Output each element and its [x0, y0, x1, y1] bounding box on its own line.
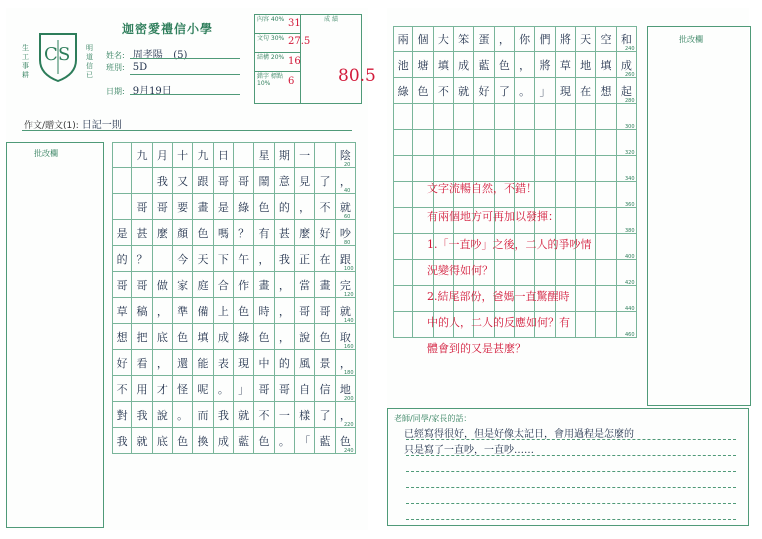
grid-cell: [454, 130, 474, 156]
motto-right: 明道信已: [86, 44, 93, 79]
grid-cell: [393, 182, 413, 208]
grid-cell: 藍: [234, 428, 254, 454]
line-number: 140: [344, 318, 354, 324]
grid-cell: 成: [214, 428, 234, 454]
grid-cell: 才: [153, 376, 173, 402]
grid-cell: 換: [193, 428, 213, 454]
grid-cell: 綠: [234, 194, 254, 220]
svg-text:C: C: [44, 44, 58, 65]
right-marking-column: [647, 26, 751, 406]
grid-cell: [434, 130, 454, 156]
grid-cell: [535, 260, 555, 286]
grid-cell: [576, 182, 596, 208]
grid-cell: 表: [214, 350, 234, 376]
grid-cell: 而: [193, 402, 213, 428]
grid-cell: 下: [214, 246, 234, 272]
name-field: 姓名: 周孝陽 (5): [106, 50, 188, 61]
grid-cell: 正: [295, 246, 315, 272]
grid-cell: 能: [193, 350, 213, 376]
grid-cell: 好: [474, 78, 494, 104]
grid-cell: 們: [535, 26, 555, 52]
grid-cell: 現: [234, 350, 254, 376]
grid-cell: 底: [153, 324, 173, 350]
grid-cell: 信: [315, 376, 335, 402]
grid-cell: [474, 156, 494, 182]
grid-cell: 哥: [275, 376, 295, 402]
grid-cell: 九: [132, 142, 152, 168]
grid-cell: 說: [153, 402, 173, 428]
grid-cell: 好: [112, 350, 132, 376]
grid-cell: [515, 104, 535, 130]
grid-cell: 畫: [193, 194, 213, 220]
grid-cell: 色: [173, 324, 193, 350]
date-field: 日期: 9月19日: [106, 86, 172, 97]
grid-cell: 鬧: [254, 168, 274, 194]
line-number: 60: [344, 214, 351, 220]
grid-cell: [413, 156, 433, 182]
grid-cell: [576, 286, 596, 312]
grid-cell: 。: [275, 428, 295, 454]
grid-cell: 就: [336, 298, 356, 324]
grid-cell: [556, 156, 576, 182]
grid-cell: [556, 130, 576, 156]
grid-cell: 不: [315, 194, 335, 220]
grid-cell: 我: [132, 402, 152, 428]
grid-cell: 想: [112, 324, 132, 350]
grid-cell: [596, 286, 616, 312]
grid-cell: 填: [596, 52, 616, 78]
grid-cell: 的: [112, 246, 132, 272]
grid-cell: 風: [295, 350, 315, 376]
grid-cell: 藍: [474, 52, 494, 78]
score-table: 內容 40% 成 績 文句 30% 結構 20% 錯字 標點 10%: [254, 14, 362, 104]
grid-cell: [413, 130, 433, 156]
line-number: 220: [344, 422, 354, 428]
grid-cell: [596, 130, 616, 156]
grid-cell: 要: [173, 194, 193, 220]
grid-cell: 顏: [173, 220, 193, 246]
grid-cell: 對: [112, 402, 132, 428]
grid-cell: 是: [214, 194, 234, 220]
grid-cell: [413, 104, 433, 130]
line-number: 120: [344, 292, 354, 298]
grid-cell: ，: [495, 26, 515, 52]
grid-cell: 起: [617, 78, 637, 104]
grid-cell: 在: [576, 78, 596, 104]
grid-cell: 池: [393, 52, 413, 78]
grid-cell: 麼: [153, 220, 173, 246]
grid-cell: ，: [275, 272, 295, 298]
grid-cell: 當: [295, 272, 315, 298]
grid-cell: [112, 142, 132, 168]
grid-cell: 色: [254, 428, 274, 454]
grid-cell: 哥: [315, 298, 335, 324]
grid-cell: 將: [556, 26, 576, 52]
grid-cell: [576, 208, 596, 234]
grid-cell: 色: [495, 52, 515, 78]
grid-cell: [474, 104, 494, 130]
score-structure: 16: [288, 56, 301, 67]
line-number: 320: [625, 150, 635, 156]
grid-cell: 嗎: [214, 220, 234, 246]
left-writing-grid: [112, 142, 356, 454]
grid-cell: 了: [315, 402, 335, 428]
grid-cell: [515, 260, 535, 286]
grid-cell: 又: [173, 168, 193, 194]
grid-cell: [535, 130, 555, 156]
grid-cell: 稿: [132, 298, 152, 324]
line-number: 180: [344, 370, 354, 376]
line-number: 360: [625, 202, 635, 208]
grid-cell: 了: [315, 168, 335, 194]
grid-cell: 星: [254, 142, 274, 168]
grid-cell: 大: [434, 26, 454, 52]
grid-cell: [393, 156, 413, 182]
grid-cell: ，: [153, 350, 173, 376]
grid-cell: ，: [336, 168, 356, 194]
grid-cell: 綠: [234, 324, 254, 350]
grid-cell: ？: [234, 220, 254, 246]
grid-cell: [556, 182, 576, 208]
grid-cell: [596, 182, 616, 208]
grid-cell: 取: [336, 324, 356, 350]
grid-cell: 色: [254, 194, 274, 220]
grid-cell: 色: [173, 428, 193, 454]
grid-cell: [153, 246, 173, 272]
grid-cell: 就: [132, 428, 152, 454]
grid-cell: ，: [336, 350, 356, 376]
line-number: 240: [344, 448, 354, 454]
grid-cell: ，: [275, 298, 295, 324]
grid-cell: 時: [254, 298, 274, 324]
grid-cell: 你: [515, 26, 535, 52]
class-value: 5D: [132, 62, 148, 73]
score-sentence: 27.5: [288, 36, 311, 47]
grid-cell: [576, 260, 596, 286]
school-name: 迦密愛禮信小學: [122, 22, 214, 36]
grid-cell: [556, 104, 576, 130]
line-number: 340: [625, 176, 635, 182]
grid-cell: 畫: [254, 272, 274, 298]
grid-cell: 作: [234, 272, 254, 298]
grid-cell: [556, 260, 576, 286]
grid-cell: [515, 130, 535, 156]
grid-cell: 色: [234, 298, 254, 324]
grid-cell: 怪: [173, 376, 193, 402]
grid-cell: 不: [112, 376, 132, 402]
grid-cell: 色: [254, 324, 274, 350]
grid-cell: 做: [153, 272, 173, 298]
left-page: [6, 8, 376, 530]
grid-cell: 準: [173, 298, 193, 324]
grid-cell: [393, 104, 413, 130]
grid-cell: [234, 142, 254, 168]
grid-cell: [393, 130, 413, 156]
grid-cell: 甚: [275, 220, 295, 246]
right-marking-title: 批改欄: [679, 35, 703, 44]
grid-cell: 的: [275, 194, 295, 220]
teacher-comment-3: 1.「一直吵」之後，二人的爭吵情: [427, 238, 592, 251]
grid-cell: 中: [254, 350, 274, 376]
grid-cell: ，: [336, 402, 356, 428]
grid-cell: 景: [315, 350, 335, 376]
grid-cell: 「: [295, 428, 315, 454]
grid-cell: 家: [173, 272, 193, 298]
grid-cell: [393, 234, 413, 260]
grid-cell: 不: [254, 402, 274, 428]
line-number: 260: [625, 72, 635, 78]
score-content: 31: [288, 18, 301, 29]
grid-cell: 地: [336, 376, 356, 402]
grid-cell: [576, 156, 596, 182]
grid-cell: [596, 104, 616, 130]
grid-cell: 好: [315, 220, 335, 246]
grid-cell: 哥: [112, 272, 132, 298]
grid-cell: 天: [576, 26, 596, 52]
line-number: 460: [625, 332, 635, 338]
grid-cell: 呢: [193, 376, 213, 402]
grid-cell: 把: [132, 324, 152, 350]
grid-cell: [576, 104, 596, 130]
teacher-comment-6: 中的人，二人的反應如何？有: [427, 316, 570, 329]
grid-cell: 備: [193, 298, 213, 324]
grid-cell: 麼: [295, 220, 315, 246]
grid-cell: 和: [617, 26, 637, 52]
grid-cell: 自: [295, 376, 315, 402]
grid-cell: 就: [454, 78, 474, 104]
grid-cell: 」: [234, 376, 254, 402]
grid-cell: 今: [173, 246, 193, 272]
grid-cell: 想: [596, 78, 616, 104]
grid-cell: [393, 260, 413, 286]
grid-cell: 我: [112, 428, 132, 454]
grid-cell: 日: [214, 142, 234, 168]
teacher-comment-1: 文字流暢自然，不錯！: [427, 182, 537, 195]
grid-cell: [535, 156, 555, 182]
teacher-comment-7: 體會到的又是甚麼？: [427, 342, 526, 355]
grid-cell: 成: [617, 52, 637, 78]
grid-cell: [596, 312, 616, 338]
teacher-comment-2: 有兩個地方可再加以發揮：: [427, 210, 559, 223]
grid-cell: [454, 156, 474, 182]
line-number: 300: [625, 124, 635, 130]
grid-cell: 庭: [193, 272, 213, 298]
line-number: 200: [344, 396, 354, 402]
grid-cell: 個: [413, 26, 433, 52]
grid-cell: 合: [214, 272, 234, 298]
grid-cell: [495, 130, 515, 156]
motto-left: 生工事耕: [22, 44, 29, 79]
parent-comment-2: 只是寫了一直吵，一直吵……: [404, 445, 534, 456]
grid-cell: [576, 312, 596, 338]
grid-cell: [576, 130, 596, 156]
line-number: 80: [344, 240, 351, 246]
grid-cell: 笨: [454, 26, 474, 52]
grid-cell: [515, 156, 535, 182]
grid-cell: 看: [132, 350, 152, 376]
grid-cell: [596, 260, 616, 286]
school-crest-icon: [36, 30, 80, 82]
grid-cell: 哥: [132, 194, 152, 220]
grid-cell: 跟: [336, 246, 356, 272]
grid-cell: 填: [434, 52, 454, 78]
line-number: 100: [344, 266, 354, 272]
parent-comment-box: [387, 408, 749, 526]
grid-cell: [596, 234, 616, 260]
grid-cell: 完: [336, 272, 356, 298]
grid-cell: [535, 182, 555, 208]
grid-cell: 午: [234, 246, 254, 272]
grid-cell: [596, 156, 616, 182]
class-number: (5): [173, 50, 188, 61]
line-number: 400: [625, 254, 635, 260]
grid-cell: 綠: [393, 78, 413, 104]
total-score: 80.5: [338, 66, 376, 86]
line-number: 20: [344, 162, 351, 168]
grid-cell: ，: [515, 52, 535, 78]
grid-cell: [495, 104, 515, 130]
grid-cell: [495, 156, 515, 182]
grid-cell: 意: [275, 168, 295, 194]
grid-cell: ，: [153, 298, 173, 324]
grid-cell: 色: [193, 220, 213, 246]
grid-cell: 成: [454, 52, 474, 78]
grid-cell: 陰: [336, 142, 356, 168]
grid-cell: 哥: [254, 376, 274, 402]
grid-cell: [434, 104, 454, 130]
grid-cell: 。: [515, 78, 535, 104]
grid-cell: 哥: [234, 168, 254, 194]
line-number: 40: [344, 188, 351, 194]
grid-cell: 了: [495, 78, 515, 104]
class-field: 班別: 5D: [106, 62, 148, 73]
grid-cell: [315, 142, 335, 168]
grid-cell: [393, 208, 413, 234]
grid-cell: ，: [275, 324, 295, 350]
grid-cell: 將: [535, 52, 555, 78]
grid-cell: 的: [275, 350, 295, 376]
line-number: 380: [625, 228, 635, 234]
grid-cell: 色: [315, 324, 335, 350]
grid-cell: 哥: [295, 298, 315, 324]
grid-cell: 十: [173, 142, 193, 168]
line-number: 420: [625, 280, 635, 286]
grid-cell: 不: [434, 78, 454, 104]
grid-cell: [112, 194, 132, 220]
line-number: 160: [344, 344, 354, 350]
grid-cell: 一: [275, 402, 295, 428]
grid-cell: 空: [596, 26, 616, 52]
grid-cell: ，: [295, 194, 315, 220]
date-value: 9月19日: [132, 86, 172, 97]
grid-cell: 藍: [315, 428, 335, 454]
grid-cell: 草: [556, 52, 576, 78]
grid-cell: [454, 104, 474, 130]
grid-cell: [434, 156, 454, 182]
teacher-comment-4: 況變得如何？: [427, 264, 493, 277]
grid-cell: 月: [153, 142, 173, 168]
essay-title: 日記一則: [81, 120, 122, 131]
grid-cell: 就: [234, 402, 254, 428]
grid-cell: 。: [214, 376, 234, 402]
grid-cell: 塘: [413, 52, 433, 78]
grid-cell: 有: [254, 220, 274, 246]
grid-cell: [393, 312, 413, 338]
grid-cell: [132, 168, 152, 194]
grid-cell: 吵: [336, 220, 356, 246]
grid-cell: 哥: [153, 194, 173, 220]
grid-cell: 成: [214, 324, 234, 350]
grid-cell: 我: [214, 402, 234, 428]
grid-cell: 在: [315, 246, 335, 272]
grid-cell: [393, 286, 413, 312]
grid-cell: 」: [535, 78, 555, 104]
grid-cell: 說: [295, 324, 315, 350]
grid-cell: 天: [193, 246, 213, 272]
grid-cell: 兩: [393, 26, 413, 52]
grid-cell: 期: [275, 142, 295, 168]
grid-cell: ？: [132, 246, 152, 272]
grid-cell: 填: [193, 324, 213, 350]
line-number: 280: [625, 98, 635, 104]
grid-cell: 一: [295, 142, 315, 168]
grid-cell: 現: [556, 78, 576, 104]
grid-cell: 草: [112, 298, 132, 324]
essay-topic: 作文/贈文(1): 日記一則: [24, 120, 122, 131]
grid-cell: 跟: [193, 168, 213, 194]
svg-text:S: S: [58, 44, 71, 65]
grid-cell: 用: [132, 376, 152, 402]
grid-cell: [474, 130, 494, 156]
name-value: 周孝陽: [132, 50, 163, 61]
grid-cell: 甚: [132, 220, 152, 246]
grid-cell: 我: [153, 168, 173, 194]
grid-cell: 地: [576, 52, 596, 78]
left-marking-column: [6, 142, 104, 528]
grid-cell: 哥: [132, 272, 152, 298]
grid-cell: 底: [153, 428, 173, 454]
grid-cell: 是: [112, 220, 132, 246]
grid-cell: 九: [193, 142, 213, 168]
grid-cell: [112, 168, 132, 194]
grid-cell: [495, 260, 515, 286]
grid-cell: 還: [173, 350, 193, 376]
grid-cell: 就: [336, 194, 356, 220]
teacher-comment-5: 2.結尾部份，爸媽一直驚醒時: [427, 290, 570, 303]
grid-cell: [596, 208, 616, 234]
grid-cell: [535, 104, 555, 130]
right-page: [387, 8, 749, 530]
parent-comment-label: 老師/同學/家長的話：: [394, 414, 472, 423]
grid-cell: 哥: [214, 168, 234, 194]
grid-cell: 畫: [315, 272, 335, 298]
grid-cell: 色: [336, 428, 356, 454]
score-punctuation: 6: [288, 76, 295, 87]
grid-cell: 樣: [295, 402, 315, 428]
grid-cell: 。: [173, 402, 193, 428]
grid-cell: 色: [413, 78, 433, 104]
grid-cell: 我: [275, 246, 295, 272]
line-number: 440: [625, 306, 635, 312]
grid-cell: 蛋: [474, 26, 494, 52]
line-number: 240: [625, 46, 635, 52]
left-marking-title: 批改欄: [34, 149, 58, 158]
parent-comment-1: 已經寫得很好，但是好像太記日，會用過程是怎麼的: [404, 429, 634, 440]
grid-cell: ，: [254, 246, 274, 272]
grid-cell: 見: [295, 168, 315, 194]
grid-cell: 上: [214, 298, 234, 324]
